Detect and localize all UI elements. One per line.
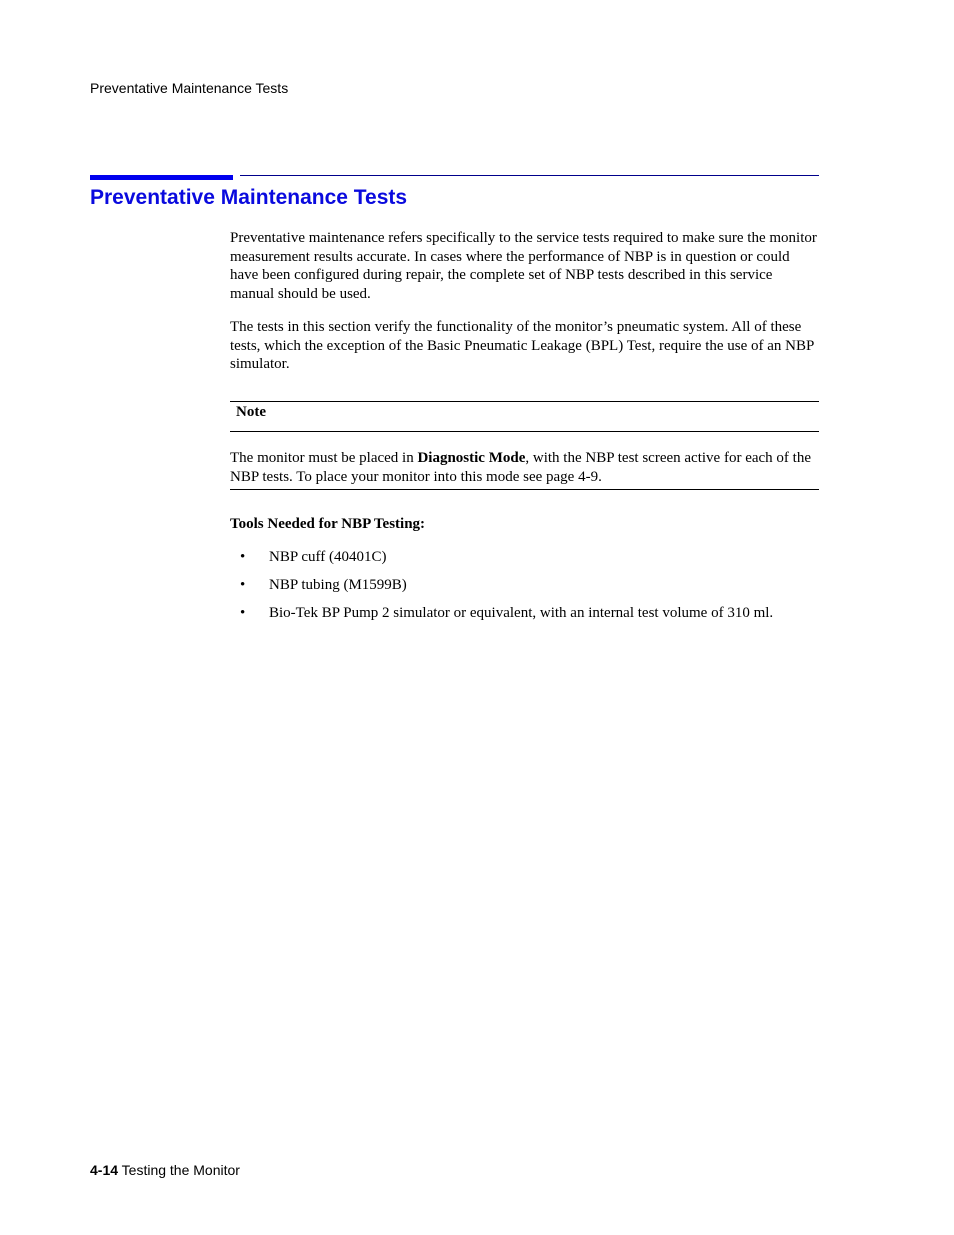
note-text-end: , with the NBP test screen active for each of the NBP tests. To place your monitor into this mode see page 4-9. xyxy=(230,450,811,485)
section-rule-thick xyxy=(90,175,233,180)
intro-paragraph: Preventative maintenance refers specifically to the service tests required to make sure the monitor measurement results accurate. In cases where the performance of NBP is in question or could have been configured during repair, the complete set of NBP tests described in this service manual should be used. xyxy=(230,230,817,302)
bullet-icon: • xyxy=(240,549,246,565)
note-text xyxy=(230,449,819,486)
list-item xyxy=(230,605,819,625)
bullet-icon: • xyxy=(240,577,246,593)
list-item xyxy=(230,549,819,569)
note-label: Note xyxy=(236,404,266,420)
list-item-text: NBP tubing (M1599B) xyxy=(269,577,407,593)
running-header: Preventative Maintenance Tests xyxy=(90,80,289,96)
tools-heading: Tools Needed for NBP Testing: xyxy=(230,516,426,532)
note-bottom-rule xyxy=(230,489,819,490)
page-number: 4-14 xyxy=(90,1162,119,1178)
list-item-text: NBP cuff (40401C) xyxy=(269,549,387,565)
note-text-bold: Diagnostic Mode xyxy=(417,450,526,466)
bullet-icon: • xyxy=(240,605,246,621)
note-top-rule xyxy=(230,401,819,402)
note-text-start: The monitor must be placed in xyxy=(230,450,418,466)
note-divider xyxy=(230,431,819,432)
section-rule-thin xyxy=(240,175,819,176)
chapter-title: Testing the Monitor xyxy=(121,1162,240,1178)
list-item-text: Bio-Tek BP Pump 2 simulator or equivalent, with an internal test volume of 310 ml. xyxy=(269,605,774,621)
tests-paragraph: The tests in this section verify the functionality of the monitor’s pneumatic system. All of these tests, which the exception of the Basic Pneumatic Leakage (BPL) Test, require the use of an NBP simulator. xyxy=(230,319,814,373)
page-footer xyxy=(90,1162,240,1178)
section-title: Preventative Maintenance Tests xyxy=(90,186,408,209)
list-item xyxy=(230,577,819,597)
